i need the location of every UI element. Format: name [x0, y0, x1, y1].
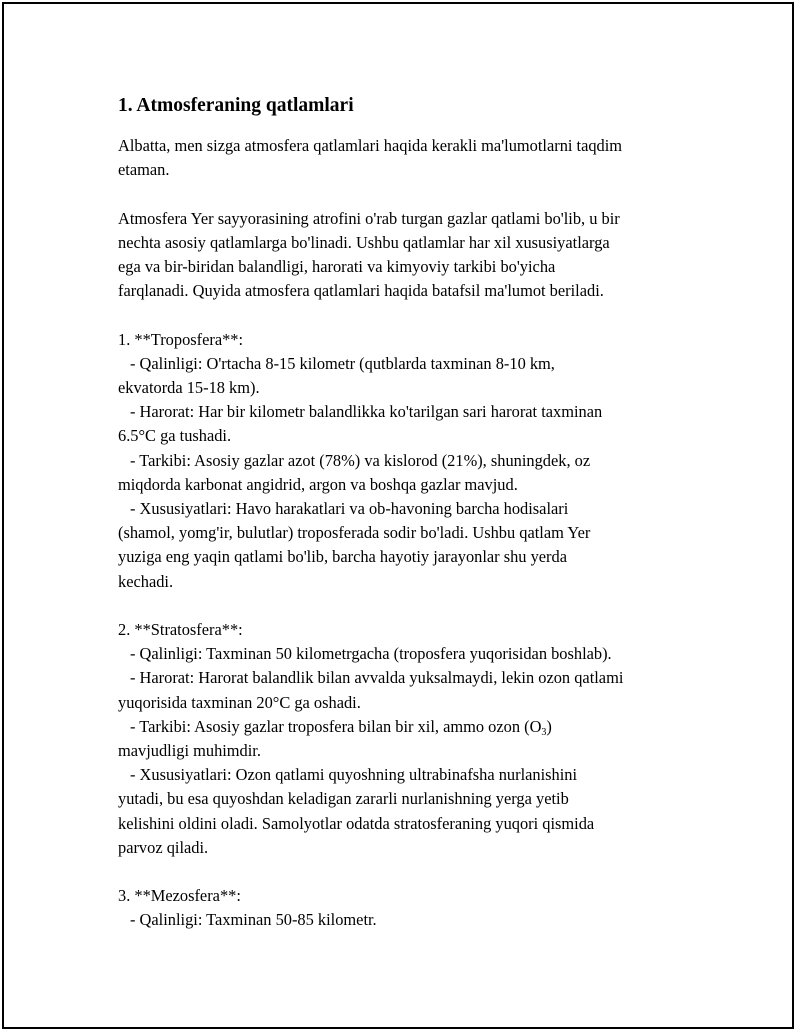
detail-line: - Qalinligi: Taxminan 50-85 kilometr.: [130, 910, 377, 930]
detail-line: yuqorisida taxminan 20°C ga oshadi.: [118, 692, 361, 712]
document-body: [118, 94, 718, 933]
overview-paragraph: [118, 207, 718, 304]
detail-line: - Xususiyatlari: Havo harakatlari va ob-havoning barcha hodisalari: [130, 499, 569, 519]
layer-mezosfera: [118, 884, 718, 932]
detail-line: kechadi.: [118, 571, 174, 591]
text-line: Albatta, men sizga atmosfera qatlamlari haqida kerakli ma'lumotlarni taqdim: [118, 136, 623, 155]
subscript-three: 3: [541, 726, 547, 738]
layer-stratosfera: [118, 618, 718, 860]
detail-line: - Harorat: Harorat balandlik bilan avvalda yuksalmaydi, lekin ozon qatlami: [130, 668, 624, 688]
detail-line: - Qalinligi: Taxminan 50 kilometrgacha (troposfera yuqorisidan boshlab).: [130, 644, 612, 664]
detail-line: parvoz qiladi.: [118, 837, 209, 857]
detail-line: kelishini oldini oladi. Samolyotlar odatda stratosferaning yuqori qismida: [118, 813, 595, 833]
text-segment: ): [546, 716, 552, 736]
layer-troposfera: [118, 328, 718, 594]
text-line: Atmosfera Yer sayyorasining atrofini o'rab turgan gazlar qatlami bo'lib, u bir: [118, 208, 620, 228]
document-title: 1. Atmosferaning qatlamlari: [118, 95, 354, 116]
intro-paragraph: [118, 134, 718, 182]
layer-heading: 2. **Stratosfera**:: [118, 620, 243, 640]
text-segment: - Tarkibi: Asosiy gazlar troposfera bilan bir xil, ammo ozon (O: [130, 716, 542, 736]
text-line: etaman.: [118, 160, 170, 180]
detail-line: - Harorat: Har bir kilometr balandlikka ko'tarilgan sari harorat taxminan: [130, 402, 603, 422]
layer-heading: 1. **Troposfera**:: [118, 329, 244, 349]
text-line: farqlanadi. Quyida atmosfera qatlamlari haqida batafsil ma'lumot beriladi.: [118, 281, 604, 301]
detail-line: (shamol, yomg'ir, bulutlar) troposferada sodir bo'ladi. Ushbu qatlam Yer: [118, 523, 591, 543]
detail-line: - Xususiyatlari: Ozon qatlami quyoshning ultrabinafsha nurlanishini: [130, 765, 578, 785]
detail-line: miqdorda karbonat angidrid, argon va boshqa gazlar mavjud.: [118, 474, 518, 494]
text-line: ega va bir-biridan balandligi, harorati va kimyoviy tarkibi bo'yicha: [118, 257, 556, 276]
detail-line: ekvatorda 15-18 km).: [118, 378, 260, 397]
layer-heading: 3. **Mezosfera**:: [118, 886, 241, 906]
detail-line: mavjudligi muhimdir.: [118, 741, 261, 761]
detail-line: yuziga eng yaqin qatlami bo'lib, barcha hayotiy jarayonlar shu yerda: [118, 547, 567, 567]
detail-line: - Qalinligi: O'rtacha 8-15 kilometr (qutblarda taxminan 8-10 km,: [130, 353, 555, 373]
detail-line: 6.5°C ga tushadi.: [118, 426, 232, 446]
detail-line: yutadi, bu esa quyoshdan keladigan zararli nurlanishning yerga yetib: [118, 789, 569, 809]
detail-line: - Tarkibi: Asosiy gazlar azot (78%) va kislorod (21%), shuningdek, oz: [130, 450, 591, 470]
text-line: nechta asosiy qatlamlarga bo'linadi. Ushbu qatlamlar har xil xususiyatlarga: [118, 232, 610, 252]
detail-line: [118, 715, 718, 739]
